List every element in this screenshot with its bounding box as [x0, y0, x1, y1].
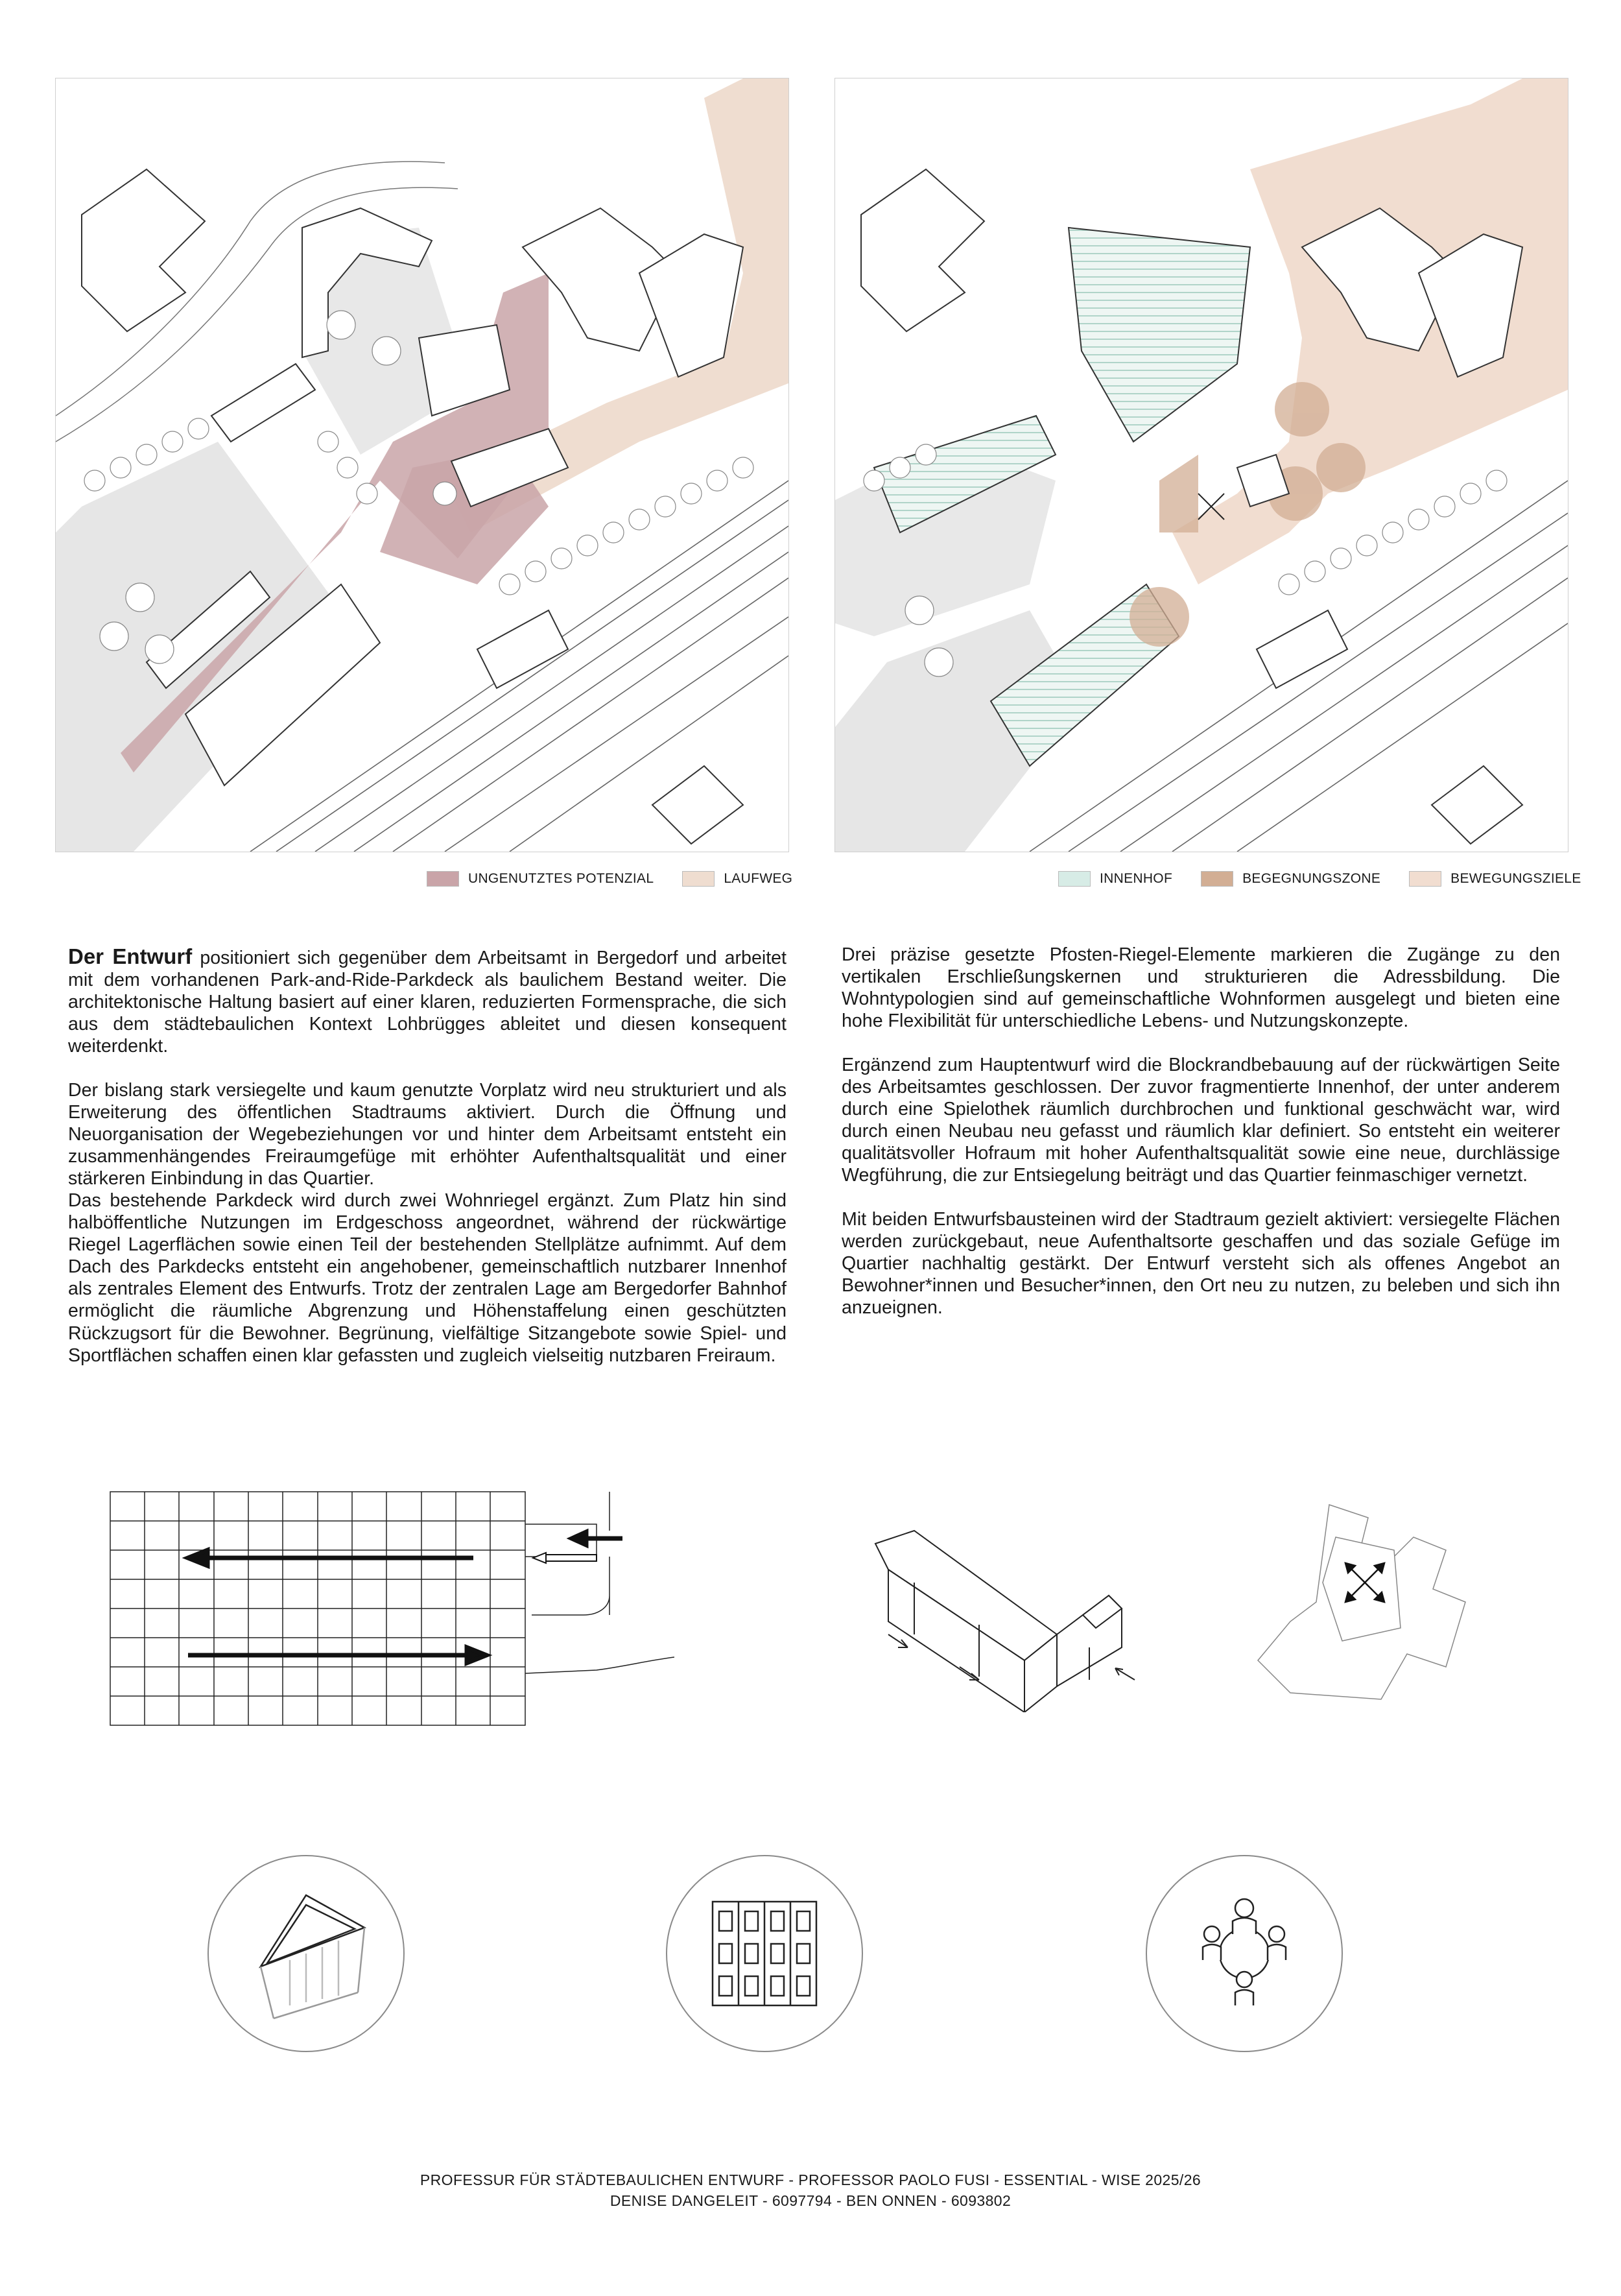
paragraph: Ergänzend zum Hauptentwurf wird die Blockrandbebauung auf der rückwärtigen Seite des Arbeitsamtes geschlossen. Der zuvor fragmentierte Innenhof, der unter anderem durch eine Spielothek räumlich durchbrochen und funktional geschwächt war, wird durch einen Neubau neu gefasst und räumlich klar definiert. So entsteht ein weiterer qualitätsvoller Hofraum mit hoher Aufenthaltsqualität sowie eine neue, durchlässige Wegführung, die zur Entsiegelung beiträgt und das Quartier feinmaschiger vernetzt.	[842, 1055, 1560, 1186]
paragraph-body: positioniert sich gegenüber dem Arbeitsamt in Bergedorf und arbeitet mit dem vorhandenen Park-and-Ride-Parkdeck als baulichem Bestand weiter. Die architektonische Haltung basiert auf einer klaren, reduzierten Formensprache, die sich aus dem städtebaulichen Kontext Lohbrügges ableitet und diesen konsequent weiterdenkt.	[68, 948, 787, 1057]
legend-swatch-begegnung	[1201, 871, 1233, 887]
site-plan-left	[55, 78, 789, 852]
site-plan-left-drawing	[56, 78, 788, 852]
legend-item	[682, 871, 792, 887]
circle-icon-roof	[207, 1855, 405, 2052]
legend-label: INNENHOF	[1100, 871, 1173, 886]
footer-course-line: PROFESSUR FÜR STÄDTEBAULICHEN ENTWURF - PROFESSOR PAOLO FUSI - ESSENTIAL - WISE 2025/26	[420, 2171, 1201, 2188]
paragraph: Drei präzise gesetzte Pfosten-Riegel-Elemente markieren die Zugänge zu den vertikalen Erschließungskernen und strukturieren die Adressbildung. Die Wohntypologien sind auf gemeinschaftliche Wohnformen ausgelegt und bieten eine hohe Flexibilität für unterschiedliche Lebens- und Nutzungskonzepte.	[842, 944, 1560, 1032]
legend-left	[427, 869, 792, 889]
text-column-right	[842, 944, 1560, 1341]
legend-label: LAUFWEG	[724, 871, 793, 886]
legend-swatch-bewegung	[1409, 871, 1441, 887]
roof-icon	[209, 1856, 403, 2051]
site-plan-right	[834, 78, 1568, 852]
legend-item	[427, 871, 654, 887]
site-fragment-diagram	[1251, 1498, 1524, 1712]
legend-label: BEWEGUNGSZIELE	[1450, 871, 1581, 886]
lead-heading: Der Entwurf	[68, 944, 193, 968]
legend-item	[1409, 871, 1581, 887]
parking-grid-diagram	[104, 1485, 674, 1732]
legend-swatch-potenzial	[427, 871, 459, 887]
footer-authors-line: DENISE DANGELEIT - 6097794 - BEN ONNEN - 6093802	[609, 2192, 1012, 2209]
community-icon	[1147, 1856, 1342, 2051]
legend-label: BEGEGNUNGSZONE	[1242, 871, 1381, 886]
legend-label: UNGENUTZTES POTENZIAL	[468, 871, 654, 886]
text-column-left	[68, 944, 787, 1389]
circle-icon-facade	[666, 1855, 863, 2052]
site-plan-right-drawing	[835, 78, 1568, 852]
legend-item	[1058, 871, 1172, 887]
paragraph: Mit beiden Entwurfsbausteinen wird der Stadtraum gezielt aktiviert: versiegelte Flächen werden zurückgebaut, neue Aufenthaltsorte geschaffen und das soziale Gefüge im Quartier nachhaltig gestärkt. Der Entwurf versteht sich als offenes Angebot an Bewohner*innen und Besucher*innen, den Ort neu zu nutzen, zu beleben und sich ihn anzueignen.	[842, 1209, 1560, 1319]
innenhof-1	[1069, 228, 1250, 442]
legend-swatch-laufweg	[682, 871, 715, 887]
paragraph	[68, 944, 787, 1057]
building-axonometric-diagram	[849, 1518, 1148, 1712]
legend-right	[1058, 869, 1581, 889]
legend-item	[1201, 871, 1380, 887]
circle-icon-community	[1146, 1855, 1343, 2052]
paragraph: Das bestehende Parkdeck wird durch zwei Wohnriegel ergänzt. Zum Platz hin sind halböffentliche Nutzungen im Erdgeschoss angeordnet, während der rückwärtige Riegel Lagerflächen sowie einen Teil der bestehenden Stellplätze aufnimmt. Auf dem Dach des Parkdecks entsteht ein angehobener, gemeinschaftlich nutzbarer Innenhof als zentrales Element des Entwurfs. Trotz der zentralen Lage am Bergedorfer Bahnhof ermöglicht die räumliche Abgrenzung und Höhenstaffelung einen geschützten Rückzugsort für die Bewohner. Begrünung, vielfältige Sitzangebote sowie Spiel- und Sportflächen schaffen einen klar gefassten und zugleich vielseitig nutzbaren Freiraum.	[68, 1190, 787, 1366]
facade-icon	[667, 1856, 862, 2051]
paragraph: Der bislang stark versiegelte und kaum genutzte Vorplatz wird neu strukturiert und als Erweiterung des öffentlichen Stadtraums aktiviert. Durch die Öffnung und Neuorganisation der Wegebeziehungen vor und hinter dem Arbeitsamt entsteht ein zusammenhängendes Freiraumgefüge mit erhöhter Aufenthaltsqualität und einer stärkeren Einbindung in das Quartier.	[68, 1080, 787, 1190]
legend-swatch-innenhof	[1058, 871, 1091, 887]
